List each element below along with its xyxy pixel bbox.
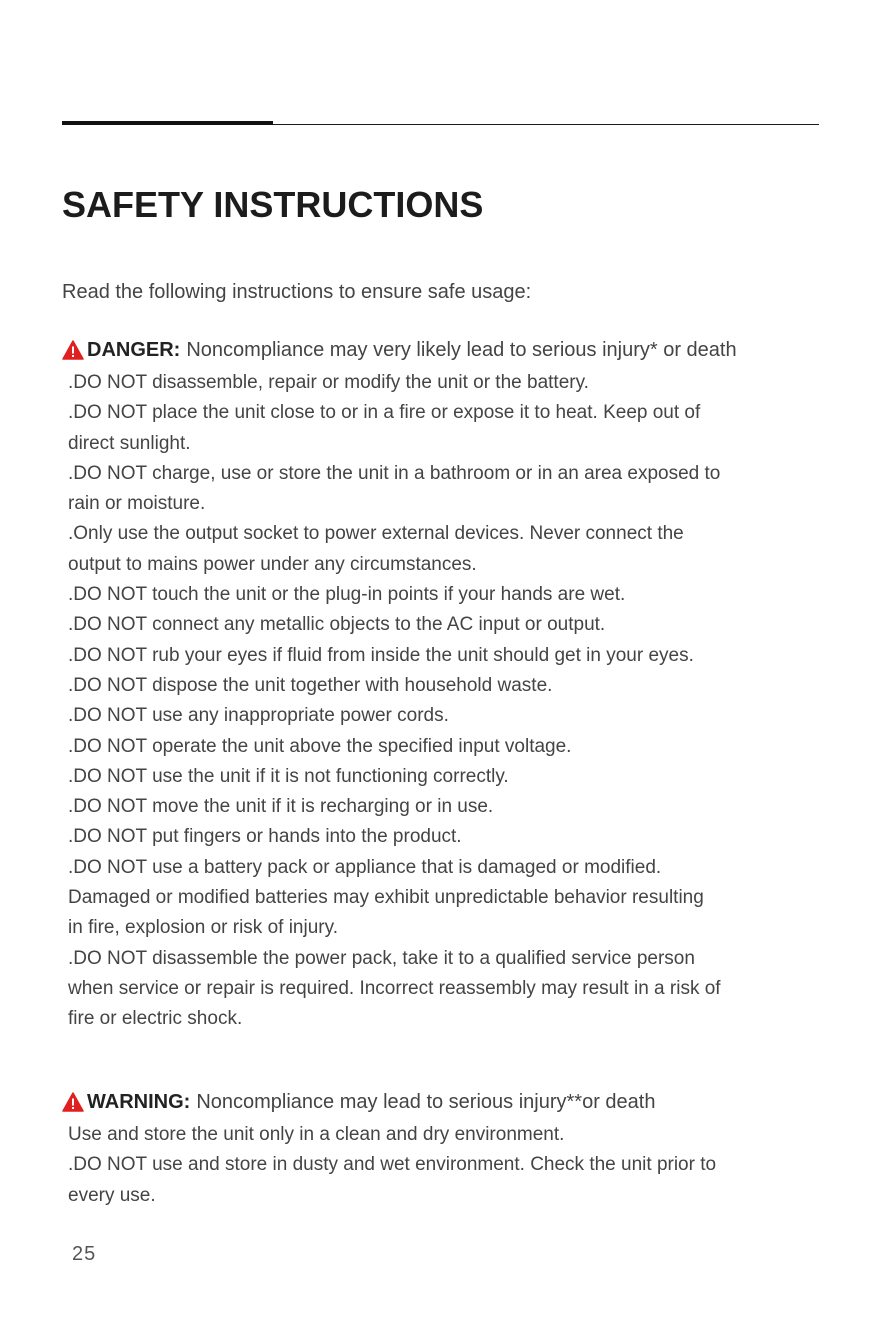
warning-list bbox=[68, 1120, 822, 1211]
danger-list bbox=[68, 368, 822, 1035]
instruction-line: direct sunlight. bbox=[68, 432, 191, 454]
warning-heading bbox=[62, 1088, 822, 1116]
instruction-line: in fire, explosion or risk of injury. bbox=[68, 917, 338, 939]
instruction-line: .DO NOT use and store in dusty and wet environment. Check the unit prior to bbox=[68, 1154, 717, 1176]
warning-label: WARNING: bbox=[87, 1091, 191, 1113]
instruction-line: .DO NOT place the unit close to or in a fire or expose it to heat. Keep out of bbox=[68, 402, 701, 424]
instruction-line: Use and store the unit only in a clean and dry environment. bbox=[68, 1124, 565, 1145]
instruction-line: .DO NOT disassemble, repair or modify the unit or the battery. bbox=[68, 372, 589, 393]
instruction-line: .DO NOT use the unit if it is not functioning correctly. bbox=[68, 765, 509, 787]
instruction-line: .DO NOT rub your eyes if fluid from inside the unit should get in your eyes. bbox=[68, 644, 694, 666]
instruction-line: .DO NOT put fingers or hands into the product. bbox=[68, 826, 462, 848]
danger-text: Noncompliance may very likely lead to serious injury* or death bbox=[186, 339, 737, 361]
instruction-line: .DO NOT disassemble the power pack, take it to a qualified service person bbox=[68, 947, 695, 969]
instruction-line: rain or moisture. bbox=[68, 493, 206, 515]
warning-text: Noncompliance may lead to serious injury**or death bbox=[196, 1091, 656, 1113]
instruction-line: every use. bbox=[68, 1184, 156, 1206]
instruction-line: .DO NOT operate the unit above the specified input voltage. bbox=[68, 735, 572, 757]
header-rule-accent bbox=[62, 121, 273, 125]
instruction-line: .DO NOT dispose the unit together with household waste. bbox=[68, 674, 553, 696]
instruction-line: .DO NOT touch the unit or the plug-in points if your hands are wet. bbox=[68, 584, 626, 606]
instruction-line: .DO NOT connect any metallic objects to the AC input or output. bbox=[68, 614, 606, 636]
danger-section bbox=[62, 336, 822, 1035]
instruction-line: .DO NOT use a battery pack or appliance that is damaged or modified. bbox=[68, 856, 662, 878]
instruction-line: .DO NOT charge, use or store the unit in a bathroom or in an area exposed to bbox=[68, 462, 721, 484]
danger-label: DANGER: bbox=[87, 339, 181, 361]
warning-triangle-icon bbox=[62, 340, 84, 360]
warning-section bbox=[62, 1088, 822, 1211]
warning-triangle-icon bbox=[62, 1092, 84, 1112]
instruction-line: Damaged or modified batteries may exhibit unpredictable behavior resulting bbox=[68, 887, 704, 909]
instruction-line: .DO NOT use any inappropriate power cords. bbox=[68, 705, 449, 727]
instruction-line: output to mains power under any circumstances. bbox=[68, 553, 477, 575]
instruction-line: when service or repair is required. Incorrect reassembly may result in a risk of bbox=[68, 977, 721, 999]
instruction-line: .Only use the output socket to power external devices. Never connect the bbox=[68, 523, 684, 545]
page-title: SAFETY INSTRUCTIONS bbox=[62, 184, 484, 225]
danger-heading bbox=[62, 336, 822, 364]
instruction-line: .DO NOT move the unit if it is recharging or in use. bbox=[68, 796, 494, 818]
instruction-line: fire or electric shock. bbox=[68, 1008, 243, 1030]
intro-text: Read the following instructions to ensure safe usage: bbox=[62, 281, 532, 303]
page-number: 25 bbox=[72, 1243, 97, 1265]
